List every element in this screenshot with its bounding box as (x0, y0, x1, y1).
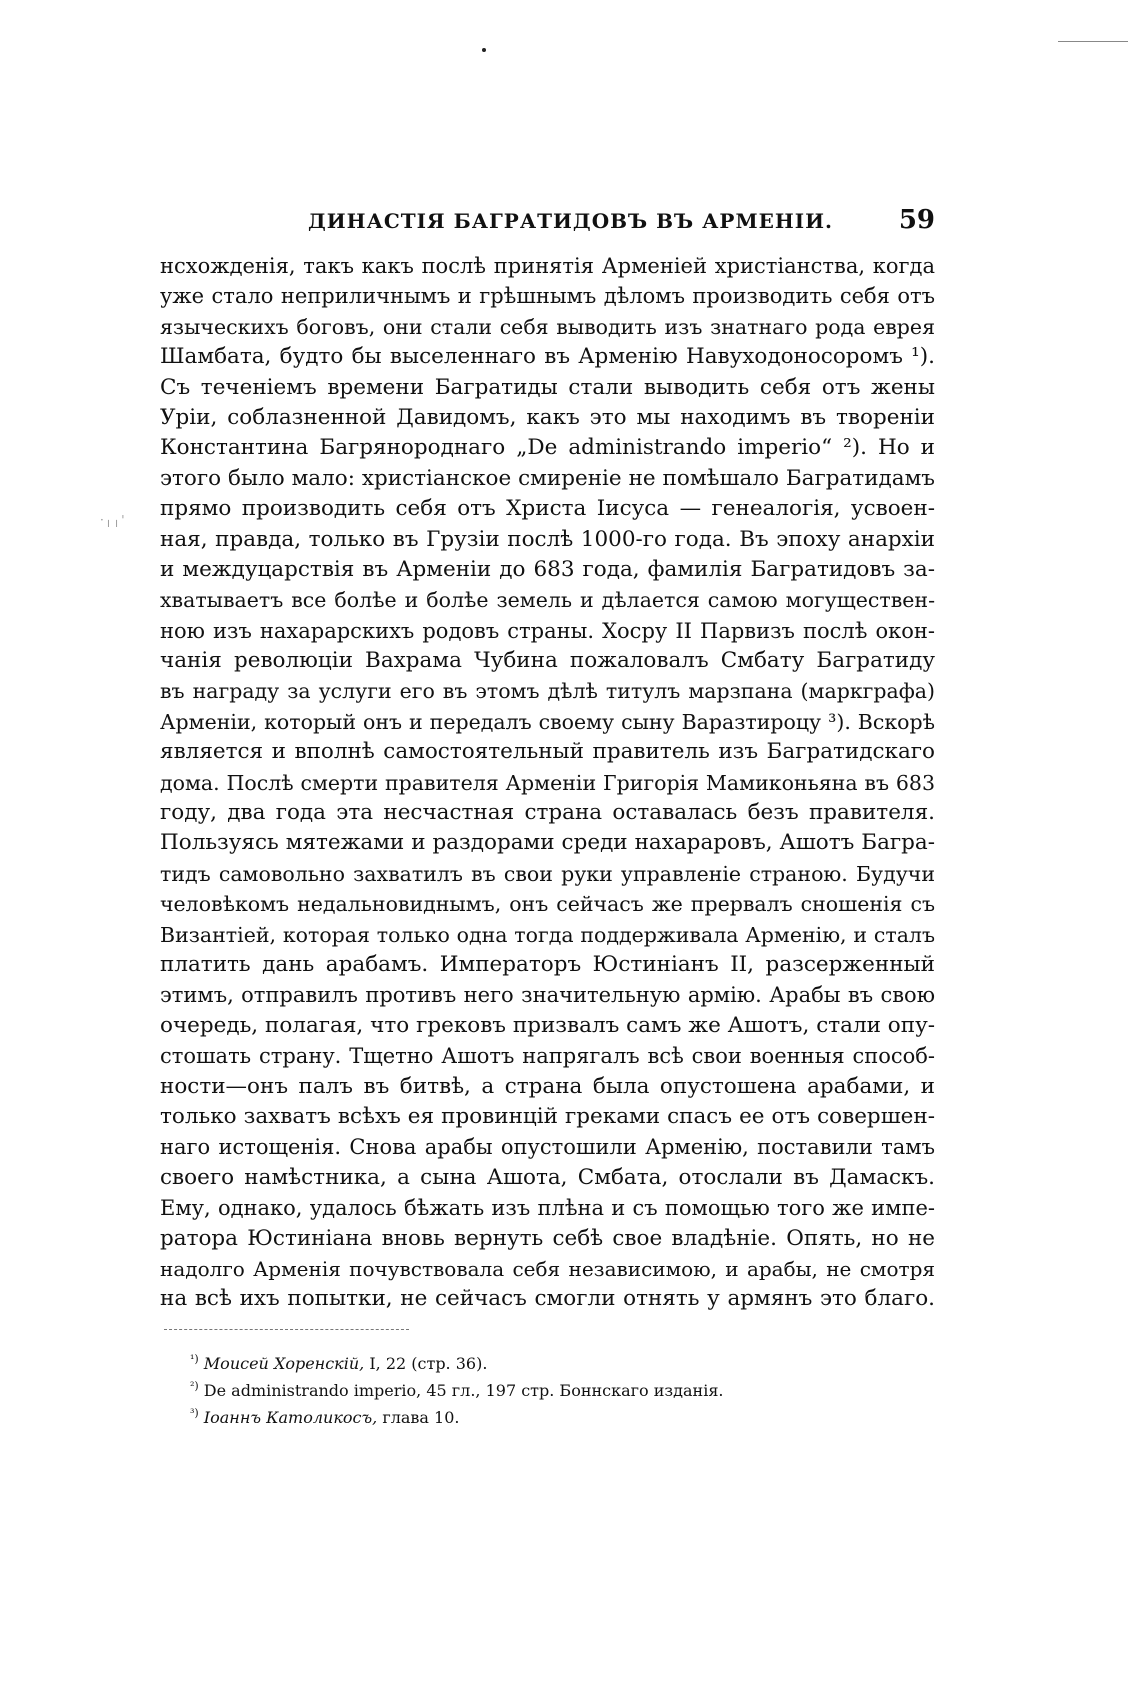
text-line: и междуцарствія въ Арменіи до 683 года, фамилія Багратидовъ за- (160, 556, 935, 582)
footnote-text: De administrando imperio, 45 гл., 197 стр. Боннскаго изданія. (198, 1380, 724, 1400)
page (160, 205, 935, 1431)
text-line: этого было мало: христіанское смиреніе не помѣшало Багратидамъ (160, 465, 935, 491)
text-line: Константина Багрянороднаго „De administrando imperio“ ²). Но и (160, 435, 935, 461)
footnote (190, 1404, 935, 1431)
text-line: является и вполнѣ самостоятельный правитель изъ Багратидскаго (160, 739, 935, 765)
footnote-mark: ¹) (190, 1352, 199, 1366)
footnote-rule (164, 1329, 409, 1330)
text-line: ратора Юстиніана вновь вернуть себѣ свое владѣніе. Опять, но не (160, 1225, 935, 1251)
text-line: въ награду за услуги его въ этомъ дѣлѣ титулъ марзпана (маркграфа) (160, 679, 935, 704)
text-line: этимъ, отправилъ противъ него значительную армію. Арабы въ свою (160, 983, 935, 1008)
footnote-mark: ³) (190, 1406, 199, 1420)
text-line: хватываетъ все болѣе и болѣе земель и дѣлается самою могуществен- (160, 588, 935, 613)
footnote (190, 1350, 935, 1377)
footnote-mark: ²) (190, 1379, 199, 1393)
text-line: стошать страну. Тщетно Ашотъ напрягалъ всѣ свои военныя способ- (160, 1044, 935, 1069)
text-line: языческихъ боговъ, они стали себя выводить изъ знатнаго рода еврея (160, 314, 935, 339)
text-line: Ему, однако, удалось бѣжать изъ плѣна и съ помощью того же импе- (160, 1196, 935, 1221)
text-line: на всѣ ихъ попытки, не сейчасъ смогли отнять у армянъ это благо. (160, 1286, 935, 1312)
text-line: Шамбата, будто бы выселеннаго въ Арменію Навуходоносоромъ ¹). (160, 344, 935, 370)
footnote-author: Іоаннъ Католикосъ, (203, 1407, 378, 1427)
text-line: надолго Арменія почувствовала себя независимою, и арабы, не смотря (160, 1256, 935, 1281)
text-line: своего намѣстника, а сына Ашота, Смбата, отослали въ Дамаскъ. (160, 1164, 935, 1190)
text-line: очередь, полагая, что грековъ призвалъ самъ же Ашотъ, стали опу- (160, 1012, 935, 1038)
text-line: Византіей, которая только одна тогда поддерживала Арменію, и сталъ (160, 922, 935, 947)
footnote-text: I, 22 (стр. 36). (364, 1353, 488, 1373)
edge-line (1058, 41, 1128, 42)
body-text (160, 251, 935, 1315)
text-line: ности—онъ палъ въ битвѣ, а страна была опустошена арабами, и (160, 1073, 935, 1099)
text-line: Съ теченіемъ времени Багратиды стали выводить себя отъ жены (160, 374, 935, 400)
text-line: только захватъ всѣхъ ея провинцій греками спасъ ее отъ совершен- (160, 1103, 935, 1129)
print-speck (482, 48, 486, 52)
page-header (160, 205, 935, 245)
text-line: человѣкомъ недальновиднымъ, онъ сейчасъ же прервалъ сношенія съ (160, 892, 935, 917)
text-line: тидъ самовольно захватилъ въ свои руки управленіе страною. Будучи (160, 861, 935, 886)
text-line: ная, правда, только въ Грузіи послѣ 1000-го года. Въ эпоху анархіи (160, 526, 935, 552)
text-line: Уріи, соблазненной Давидомъ, какъ это мы находимъ въ твореніи (160, 404, 935, 430)
running-head: ДИНАСТІЯ БАГРАТИДОВЪ ВЪ АРМЕНІИ. (308, 209, 833, 233)
footnote-text: глава 10. (377, 1407, 460, 1427)
text-line: дома. Послѣ смерти правителя Арменіи Григорія Мамиконьяна въ 683 (160, 770, 935, 795)
footnote (190, 1377, 935, 1404)
margin-mark: ·╷╷' (100, 513, 126, 527)
text-line: Арменіи, который онъ и передалъ своему сыну Варазтироцу ³). Вскорѣ (160, 709, 935, 734)
text-line: ною изъ нахарарскихъ родовъ страны. Хосру II Парвизъ послѣ окон- (160, 618, 935, 643)
footnote-author: Моисей Хоренскій, (203, 1353, 365, 1373)
text-line: уже стало неприличнымъ и грѣшнымъ дѣломъ производить себя отъ (160, 284, 935, 309)
page-number: 59 (898, 205, 935, 235)
text-line: чанія революціи Вахрама Чубина пожаловалъ Смбату Багратиду (160, 648, 935, 674)
text-line: году, два года эта несчастная страна оставалась безъ правителя. (160, 800, 935, 826)
text-line: наго истощенія. Снова арабы опустошили Арменію, поставили тамъ (160, 1135, 935, 1160)
text-line: нсхожденія, такъ какъ послѣ принятія Арменіей христіанства, когда (160, 254, 935, 278)
text-line: платить дань арабамъ. Императоръ Юстиніанъ II, разсерженный (160, 951, 935, 977)
footnotes (190, 1350, 935, 1431)
text-line: прямо производить себя отъ Христа Іисуса — генеалогія, усвоен- (160, 496, 935, 522)
text-line: Пользуясь мятежами и раздорами среди нахараровъ, Ашотъ Багра- (160, 830, 935, 856)
